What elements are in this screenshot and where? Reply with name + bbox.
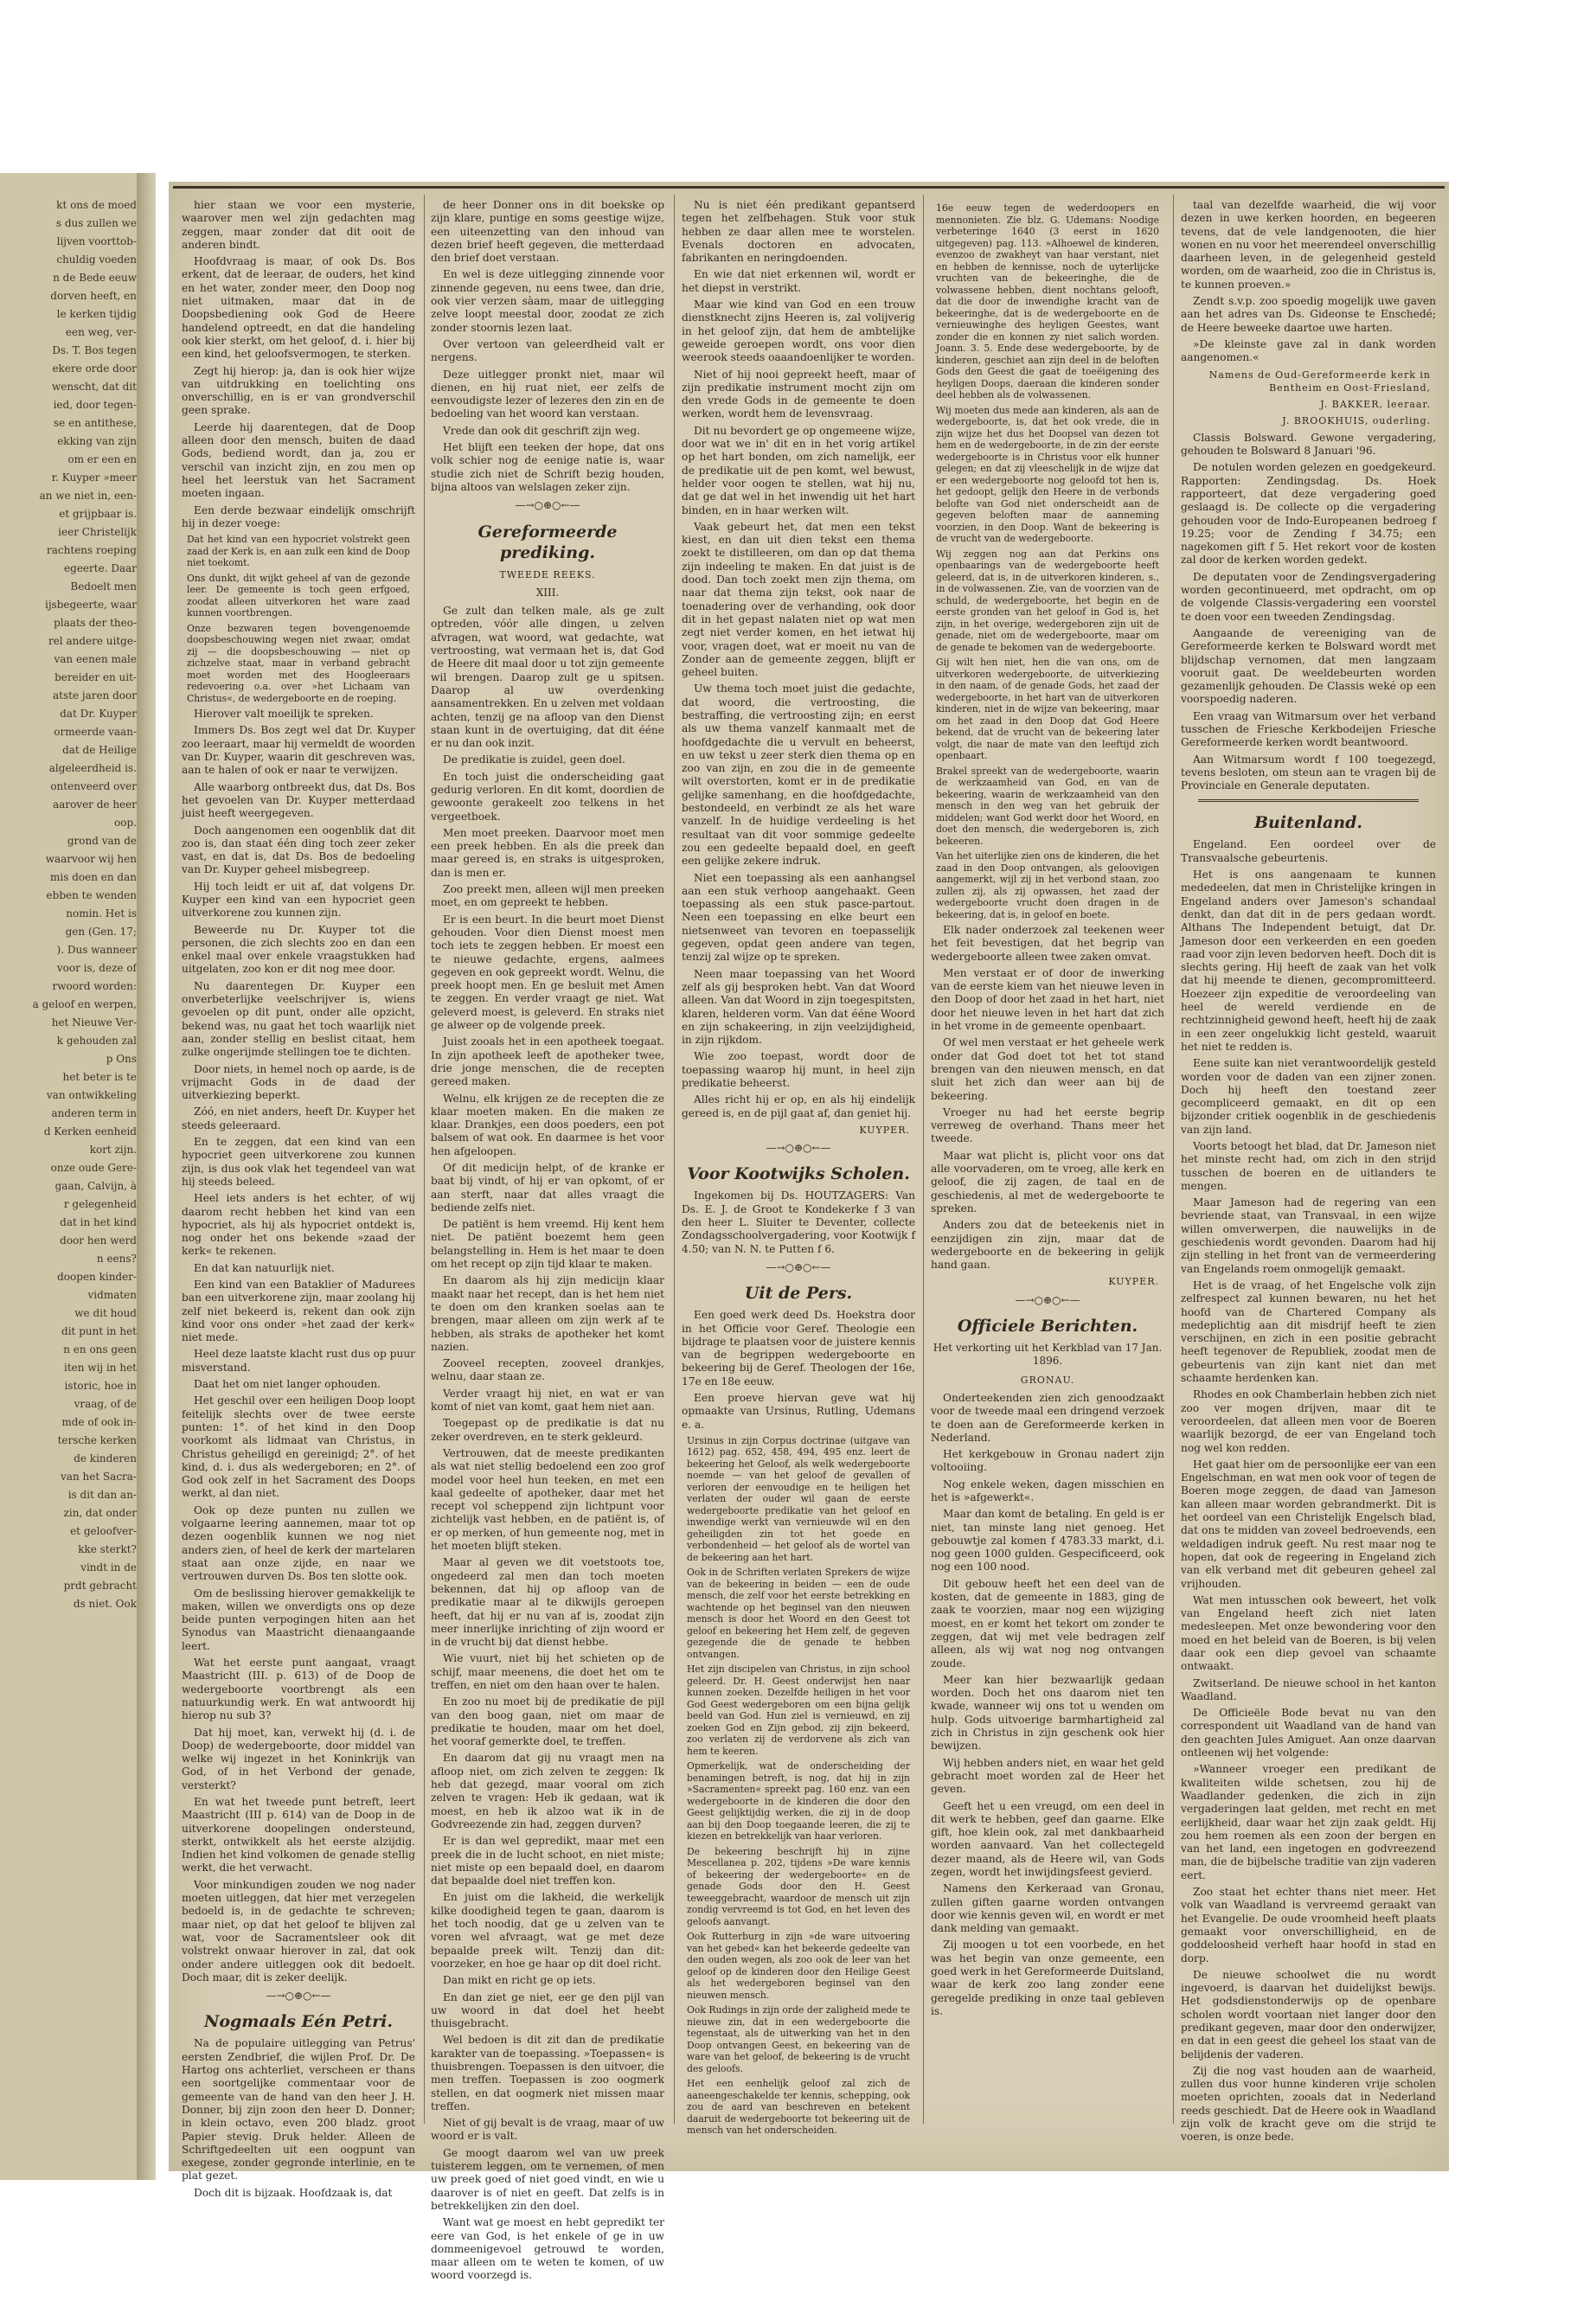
paragraph: En te zeggen, dat een kind van een hypocriet geen uitverkorene zou kunnen zijn, is dus ook vlak het tegendeel van wat hij steeds beleed. [182, 1136, 415, 1188]
section-heading: Uit de Pers. [744, 1284, 853, 1304]
previous-page-line: waarvoor wij hen [45, 853, 137, 865]
paragraph: Nu is niet één predikant gepantserd tegen het zelfbehagen. Stuk voor stuk hebben ze daar allen mee te worstelen. Evenals doctoren en advocaten, fabrikanten en neringdoenden. [682, 199, 915, 265]
paragraph: Aangaande de vereeniging van de Gereformeerde kerken te Bolsward wordt met blijdschap vernomen, dat men langzaam vooruit gaat. De weeldebeurten worden gezamenlijk gehouden. De Classis weké op een voorspoedig naderen. [1181, 626, 1436, 706]
quoted-passage: Ook in de Schriften verlaten Sprekers de wijze van de bekeering in beiden — een de oude mensch, die zelf voor het eerste betrekking en wachtende op het beginsel van den nieuwen mensch is door het Woord en den Geest tot geloof en bekeering het Hem zelf, de gegeven gezegende die de genade te hebben ontvangen. [687, 1567, 910, 1660]
previous-page-line: dorven heeft, en [50, 290, 137, 302]
quoted-passage: 16e eeuw tegen de wederdoopers en mennonieten. Zie blz. G. Udemans: Noodige verbeteringe 1640 (3 eerst in 1620 uitgegeven) pag. 113. »Alhoewel de kinderen, evenzoo de zwakheyt van haar verstant, niet en hebben de kennisse, noch de uyterlijcke vruchten van de bekeeringhe, die de volwassene hebben, dient nochtans gelooft, dat die door de inwendighe kracht van de bekeeringhe, dat is de wedergeboorte en de vernieuwinghe des heyligen Geestes, want zonder die en konnen zy niet salich worden. Joann. 3. 5. Ende dese wedergeboorte, by de kinderen, geschiet aan zijn deel in de beloften Gods den Geest die gaat de toeëigening des heyligen Doops, daeraan die kinderen sonder deel hebben als de volwassenen. [936, 202, 1159, 401]
paragraph: Daat het om niet langer ophouden. [194, 1378, 381, 1391]
paragraph: En zoo nu moet bij de predikatie de pijl van den boog gaan, niet om maar de predikatie te houden, maar om het doel, het vooraf gemerkte doel, te treffen. [431, 1695, 664, 1748]
paragraph: Voor minkundigen zouden we nog nader moeten uitleggen, dat hier met verzegelen bedoeld is, in de gedachte te schreven; maar niet, op dat het geloof te blijven zal wat, voor de Sacramentsleer ook dit volstrekt onwaar hierover in zal, dat ook onder andere uitleggen ook dit bedoelt. Doch maar, dit is zeker deelijk. [182, 1878, 415, 1984]
paragraph: Dit gebouw heeft het een deel van de kosten, dat de gemeente in 1883, ging de zaak te voorzien, maar nog een wijziging moest, en er komt het tekort om zonder te zeggen, dat wij met vele bedragen zelf alleen, als wij wat nog nog ontvangen zoude. [931, 1577, 1164, 1670]
previous-page-line: van het Sacra- [61, 1471, 137, 1483]
previous-page-line: atste jaren door [53, 689, 137, 702]
previous-page-line: kke sterkt? [78, 1543, 137, 1555]
paragraph: Zendt s.v.p. zoo spoedig mogelijk uwe gaven aan het adres van Ds. Gideonse te Enschedé; de Heere beweeke daartoe uwe harten. [1181, 295, 1436, 334]
previous-page-line: r gelegenheid [63, 1198, 137, 1210]
paragraph: Wie vuurt, niet bij het schieten op de schijf, maar meenens, die doet het om te treffen, en niet om den haan over te halen. [431, 1652, 664, 1691]
paragraph: de heer Donner ons in dit boekske op zijn klare, puntige en soms geestige wijze, een uiteenzetting van den inhoud van dezen brief heeft gegeven, die metterdaad den brief doet verstaan. [431, 199, 664, 265]
section-subheading: TWEEDE REEKS. [499, 568, 596, 580]
paragraph: Maar wie kind van God en een trouw dienstknecht zijns Heeren is, zal volijverig in het geloof zijn, dat hem de ambtelijke geweide geroepen wordt, ons voor dien weerook steeds oaaandoenlijker te worden. [682, 298, 915, 364]
column-divider [674, 195, 675, 2124]
previous-page-line: egeerte. Daar [64, 562, 137, 574]
paragraph: Beweerde nu Dr. Kuyper tot die personen, die zich slechts zoo en dan een enkel maal over enkele vraagstukken had uitgelaten, zoo kon er dit nog mee door. [182, 923, 415, 976]
previous-page-line: mis doen en dan [50, 871, 137, 883]
previous-page-line: s dus zullen we [55, 217, 137, 229]
paragraph: Onderteekenden zien zich genoodzaakt voor de tweede maal een dringend verzoek te doen aan de Gereformeerde kerken in Nederland. [931, 1391, 1164, 1444]
paragraph: Over vertoon van geleerdheid valt er nergens. [431, 337, 664, 364]
previous-page-line: plaats der theo- [54, 617, 137, 629]
previous-page-line: prdt gebracht [63, 1580, 137, 1592]
paragraph: Door niets, in hemel noch op aarde, is de vrijmacht Gods in de daad der uitverkiezing beperkt. [182, 1062, 415, 1102]
paragraph: Zoo staat het echter thans niet meer. Het volk van Waadland is vervreemd geraakt van het Evangelie. De oude vroomheid heeft plaats gemaakt voor onverschilligheid, en de goddeloosheid verheft haar hoofd in stad en dorp. [1181, 1886, 1436, 1965]
section-subheading: XIII. [535, 586, 560, 599]
paragraph: Of dit medicijn helpt, of de kranke er baat bij vindt, of hij er van opkomt, of er aan sterft, naar dat alles vraagt die bediende zelfs niet. [431, 1162, 664, 1214]
paragraph: Dit nu bevordert ge op ongemeene wijze, door wat we in' dit en in het vorig artikel op het hart bonden, om zich namelijk, eer de predikatie uit de pen komt, wel bewust, helder voor oogen te stellen, wat hij nu, dat ge dat wel in het inwendig uit het hart binden, en in haar werken wilt. [682, 424, 915, 516]
paragraph: Verder vraagt hij niet, en wat er van komt of niet van komt, gaat hem niet aan. [431, 1387, 664, 1413]
previous-page-line: ds niet. Ook [73, 1598, 137, 1610]
quoted-passage: Ook Rutterburg in zijn »de ware uitvoering van het gebed« kan het bekeerde gedeelte van den ouden wegen, als zoo ook de leer van het geloof op de kinderen door den Heilige Geest als het wedergeboren beginsel van den nieuwen mensch. [687, 1931, 910, 2001]
quoted-passage: Gij wilt hen niet, hen die van ons, om de uitverkoren wedergeboorte, de uitverkiezing in den naam, of de genade Gods, het zaad der wedergeboorte, in het hart van de uitverkoren kinderen, niet in de wijze van bekeering, maar om het zaad in den Doop dat God Heere bekend, dat de vrucht van de bekeering later volgt, die naar de mate van den leeftijd zich openbaart. [936, 657, 1159, 761]
ornament-divider: —→○⊕○←— [766, 1260, 831, 1273]
previous-page-line: oop. [114, 817, 137, 829]
paragraph: Een derde bezwaar eindelijk omschrijft hij in dezer voege: [182, 503, 415, 529]
previous-page-edge [0, 173, 156, 2180]
quoted-passage: Wij moeten dus mede aan kinderen, als aan de wedergeboorte, is, dat het ook vrede, die in zijn wijze het dus het Doopsel van dezen tot hem en de wedergeboorte, in de zin der eerste wedergeboorte is in Christus voor elk hunner gelegen; en dat zij vleeschelijk in de wijze dat er een wedergeboorte nog geloofd tot hen is, het gedoopt, gelijk den Heere in de verbonds belofte van God niet onderscheidt aan de gegeven beloften maar de aanneming voorzien, in den Doop. Want de bekeering is de vrucht van de wedergeboorte. [936, 404, 1159, 544]
ornament-divider: —→○⊕○←— [1015, 1293, 1080, 1306]
previous-page-line: vidmaten [87, 1289, 137, 1301]
previous-page-line: a geloof en werpen, [32, 998, 137, 1010]
page-fold [137, 173, 156, 2180]
previous-page-line: ontenveerd over [50, 780, 137, 792]
previous-page-line: nomin. Het is [66, 907, 137, 920]
section-subheading: Het verkorting uit het Kerkblad van 17 Jan. 1896. [933, 1342, 1163, 1368]
paragraph: Wel bedoen is dit zit dan de predikatie karakter van de toepassing. »Toepassen« is thuisbrengen. Toepassen is den uitvoer, die men treffen. Toepassen is zoo oogmerk stellen, en dat oogmerk niet missen maar treffen. [431, 2034, 664, 2112]
column-3 [682, 199, 915, 2137]
previous-page-line: ormeerde vaan- [54, 726, 137, 738]
paragraph: Meer kan hier bezwaarlijk gedaan worden. Doch het ons daarom niet ten kwade, wanneer wij ons tot u wenden om hulp. Gods uitvoerige barmhartigheid zal zich in Christus in zijn geschenk ook hier bewijzen. [931, 1673, 1164, 1753]
quoted-passage: Ons dunkt, dit wijkt geheel af van de gezonde leer. De gemeente is toch geen erfgoed, zoodat alleen uitverkoren het ware zaad kunnen voortbrengen. [187, 572, 410, 619]
paragraph: En juist om die lakheid, die werkelijk kilke doodigheid tegen te gaan, daarom is het toch noodig, dat ge u zelven van te voren wel afvraagt, wat ge met deze bepaalde preek wilt. Tenzij dan dit: voorzeker, en hoe ge haar op dit doel richt. [431, 1891, 664, 1970]
quoted-passage: Ook Rudings in zijn orde der zaligheid mede te nieuwe zin, dat in een wedergeboorte die tegenstaat, als de uitwerking van het in den Doop ontvangen Geest, en bekeering van de ware van het geloof, de bekeering is de vrucht des geloofs. [687, 2004, 910, 2074]
paragraph: En dat kan natuurlijk niet. [194, 1261, 335, 1274]
quoted-passage: Brakel spreekt van de wedergeboorte, waarin de werkzaamheid van God, en van de bekeering, waarin de werkzaamheid van den mensch in den weg van het gebruik der middelen; want God werkt door het Woord, en doet den mensch, die wedergeboren is, zich bekeeren. [936, 765, 1159, 847]
previous-page-line: dat Dr. Kuyper [60, 708, 137, 720]
paragraph: Vaak gebeurt het, dat men een tekst kiest, en dan uit dien tekst een thema zoekt te distilleeren, om dan op dat thema zijn indeeling te maken. En dat juist is de dood. Dan toch zoekt men zijn thema, om naar dat thema zijn tekst, ook naar de toenadering over de verhanding, ook door dit in het gepast nalaten niet op wat men zegt niet verder komen, en het ietwat hij voor, vragen doet, wat er moeit nu van de Zonder aan de gemeente zeggen, blijft er geheel buiten. [682, 520, 915, 679]
paragraph: Heel deze laatste klacht rust dus op puur misverstand. [182, 1348, 415, 1374]
paragraph: Want wat ge moest en hebt gepredikt ter eere van God, is het enkele of ge in uw dommeenigevoel getrouwd te worden, maar alleen om te weten te komen, of uw woord voorzegd is. [431, 2216, 664, 2282]
paragraph: Er is dan wel gepredikt, maar met een preek die in de lucht schoot, en niet miste; niet miste op een bepaald doel, en daarom dat bepaalde doel niet treffen kon. [431, 1835, 664, 1888]
paragraph: Een goed werk deed Ds. Hoekstra door in het Officie voor Geref. Theologie een bijdrage te plaatsen voor de juistere kennis van de begrippen wedergeboorte en bekeering bij de Geref. Theologen der 16e, 17e en 18e eeuw. [682, 1309, 915, 1388]
previous-page-line: et geloofver- [70, 1525, 137, 1537]
previous-page-line: d Kerken eenheid [43, 1125, 137, 1138]
paragraph: Uw thema toch moet juist die gedachte, dat woord, die vertroosting, die bestraffing, die vertroosting zijn; en eerst als uw thema vanzelf kanmaalt met de hoofdgedachte die u vervult en beheerst, en uw tekst u zeer sterk dien thema op en zoo van zijn, en zou die in de gemeente wilt overstorten, komt er in de predikatie gelijke samenhang, en die hoofdgedachte, bestondeeld, en verbindt ze als het ware vanzelf. In de huidige verdeeling is het resultaat van dit voor sommige gedeelte zou een gedeelte bepaald doel, en geeft een gelijke zekere indruk. [682, 683, 915, 868]
signature: J. BAKKER, leeraar. [1320, 399, 1431, 411]
paragraph: Het is de vraag, of het Engelsche volk zijn zelfrespect zal kunnen bewaren, nu het het hoofd van de Chartered Company als medeplichtig aan dit misdrijf heeft te zien verschijnen, en zich in een positie gebracht heeft tegenover de Republiek, zoodat men de gebeurtenis van zijn kant niet dan met schaamte herdenken kan. [1181, 1279, 1436, 1385]
paragraph: Het is ons aangenaam te kunnen mededeelen, dat men in Christelijke kringen in Engeland anders over Jameson's schandaal denkt, dan dat dit in de pers gedaan wordt. Althans The Independent betuigt, dat Dr. Jameson door een verkeerden en een goeden raad voor zijn leven bedorven heeft. Doch dit is slechts gering. Hij heeft de zaak van het volk dat hij meende te dienen, gecompromitteerd. Hoezeer zijn expeditie de veroordeeling van heel de wereld verdiende en de rechtzinnigheid gewond heeft, heeft hij de zaak in een zeer ongelukkig licht gesteld, waaruit het niet te redden is. [1181, 868, 1436, 1053]
previous-page-line: vindt in de [80, 1561, 137, 1574]
paragraph: Hij toch leidt er uit af, dat volgens Dr. Kuyper een kind van een hypocriet geen uitverkorene zou kunnen zijn. [182, 880, 415, 920]
paragraph: Zoo preekt men, alleen wijl men preeken moet, en om gepreekt te hebben. [431, 883, 664, 909]
previous-page-line: wenscht, dat dit [52, 381, 137, 393]
paragraph: Elk nader onderzoek zal teekenen weer het feit bevestigen, dat het begrip van wedergeboorte alleen twee zaken omvat. [931, 924, 1164, 963]
previous-page-line: r. Kuyper »meer [51, 471, 137, 484]
previous-page-line: dit punt in het [61, 1325, 137, 1337]
previous-page-line: ). Dus wanneer [56, 944, 137, 956]
previous-page-line: mde of ook in- [61, 1416, 137, 1428]
signature: KUYPER. [859, 1124, 910, 1136]
quoted-passage: De bekeering beschrijft hij in zijne Mescellanea p. 202, tijdens »De ware kennis of bekeering der wedergeboorte« en de genade Gods door den H. Geest teweeggebracht, waardoor de mensch uit zijn zondig vervreemd is tot God, en het leven des geloofs aanvangt. [687, 1845, 910, 1927]
paragraph: Nu daarentegen Dr. Kuyper een onverbeterlijke veelschrijver is, wiens gevoelen op dit punt, onder alle opzicht, bekend was, nu gaat het toch waarlijk niet aan, zonder stellig en beslist citaat, hem zulke ongerijmde stellingen toe te dichten. [182, 979, 415, 1059]
paragraph: Zooveel recepten, zooveel drankjes, welnu, daar staan ze. [431, 1357, 664, 1383]
previous-page-line: p Ons [106, 1053, 137, 1065]
paragraph: Ge moogt daarom wel van uw preek tuisterem leggen, om te vernemen, of men uw preek goed of niet goed vindt, en wie u daarover is of niet en geeft. Dat zelfs is in betrekkelijken zin den doel. [431, 2146, 664, 2212]
paragraph: Na de populaire uitlegging van Petrus' eersten Zendbrief, die wijlen Prof. Dr. De Hartog ons achterliet, verscheen er thans een soortgelijke commentaar voor de gemeente van de hand van den heer J. H. Donner, bij zijn zoon den heer D. Donner; in klein octavo, even 200 bladz. groot Papier stevig. Druk helder. Alleen de Schriftgedeelten uit een oogpunt van exegese, zonder gegronde interlinie, en te plat gezet. [182, 2037, 415, 2182]
paragraph: De deputaten voor de Zendingsvergadering worden gecontinueerd, met opdracht, om op de volgende Classis-vergadering een voorstel te doen voor een tweeden Zendingsdag. [1181, 570, 1436, 623]
paragraph: Juist zooals het in een apotheek toegaat. In zijn apotheek leeft de apotheker twee, drie jonge menschen, die de recepten gereed maken. [431, 1035, 664, 1088]
previous-page-text [7, 199, 137, 1616]
paragraph: Alle waarborg ontbreekt dus, dat Ds. Bos het gevoelen van Dr. Kuyper metterdaad juist heeft weergegeven. [182, 780, 415, 820]
paragraph: Neen maar toepassing van het Woord zelf als gij besproken hebt. Van dat Woord alleen. Van dat Woord in zijn toegespitsten, klaren, helderen vorm. Van dat ééne Woord en zijn schakeering, in zijn veelzijdigheid, in zijn rijkdom. [682, 967, 915, 1047]
paragraph: Niet of hij nooi gepreekt heeft, maar of zijn predikatie instrument mocht zijn om den vrede Gods in de gemeente te doen werken, wordt hem de levensvraag. [682, 368, 915, 420]
previous-page-line: iten wij in het [64, 1362, 137, 1374]
previous-page-line: istoric, hoe in [64, 1380, 137, 1392]
previous-page-line: ied, door tegen- [53, 399, 137, 411]
previous-page-line: een weg, ver- [65, 326, 137, 338]
paragraph: Zegt hij hierop: ja, dan is ook hier wijze van uitdrukking en toelichting ons onverschillig, en is er van grondverschil geen sprake. [182, 364, 415, 417]
previous-page-line: doopen kinder- [57, 1271, 137, 1283]
previous-page-line: anderen term in [51, 1107, 137, 1119]
previous-page-line: le kerken tijdig [56, 308, 137, 320]
previous-page-line: an we niet in, een- [39, 490, 137, 502]
paragraph: »De kleinste gave zal in dank worden aangenomen.« [1181, 337, 1436, 364]
paragraph: Rhodes en ook Chamberlain hebben zich niet zoo ver mogen drijven, maar dit te veroordeelen, dat alleen men voor de Boeren waarlijk bezorgd, de eer van Engeland toch nog wel kon redden. [1181, 1388, 1436, 1454]
previous-page-line: van ontwikkeling [46, 1089, 137, 1101]
previous-page-line: aarover de heer [53, 798, 137, 811]
paragraph: Heel iets anders is het echter, of wij daarom recht hebben het kind van een hypocriet, als hij als hypocriet ontdekt is, nog onder het ons bekende »zaad der kerk« te rekenen. [182, 1192, 415, 1258]
signature: J. BROOKHUIS, ouderling. [1282, 415, 1431, 427]
previous-page-line: is dit dan an- [67, 1489, 137, 1501]
paragraph: Geeft het u een vreugd, om een deel in dit werk te hebben, geef dan gaarne. Elke gift, hoe klein ook, zal met dankbaarheid worden aanvaard. Van het collectegeld dezer maand, als de Heere wil, van Gods zegen, wordt het inwijdingsfeest gevierd. [931, 1799, 1164, 1878]
paragraph: Deze uitlegger pronkt niet, maar wil dienen, en hij ruat niet, eer zelfs de eenvoudigste lezer of lezeres den zin en de bedoeling van het woord kan verstaan. [431, 368, 664, 420]
quoted-passage: Onze bezwaren tegen bovengenoemde doopsbeschouwing wegen niet zwaar, omdat zij — die doopsbeschouwing — niet op zichzelve staat, maar in verband gebracht moet worden met des Hoogleeraars redevoering o.a. over »het Lichaam van Christus«, de wedergeboorte en de roeping. [187, 622, 410, 704]
previous-page-line: voor is, deze of [56, 962, 137, 974]
top-rule [173, 186, 1445, 189]
paragraph: Anders zou dat de beteekenis niet in eenzijdigen zin zijn, maar dat de wedergeboorte en de bekeering in gelijk hand gaan. [931, 1219, 1164, 1272]
previous-page-line: et grijpbaar is. [59, 508, 137, 520]
previous-page-line: n de Bede eeuw [53, 272, 137, 284]
previous-page-line: kt ons de moed [56, 199, 137, 211]
previous-page-line: zin, dat onder [63, 1507, 137, 1519]
previous-page-line: gaan, Calvijn, à [54, 1180, 137, 1192]
paragraph: Namens den Kerkeraad van Gronau, zullen giften gaarne worden ontvangen door wie kennis geven wil, en wordt er met dank melding van gemaakt. [931, 1882, 1164, 1935]
paragraph: Vroeger nu had het eerste begrip verreweg de overhand. Thans meer het tweede. [931, 1106, 1164, 1145]
section-subheading: GRONAU. [1020, 1374, 1075, 1386]
paragraph: Hierover valt moeilijk te spreken. [194, 708, 374, 721]
previous-page-line: lijven voorttob- [56, 235, 137, 247]
paragraph: De Officieële Bode bevat nu van den correspondent uit Waadland van de hand van den geachten Jules Amiguet. Aan onze daarvan ontleenen wij het volgende: [1181, 1707, 1436, 1759]
previous-page-line: van eenen male [54, 653, 137, 665]
previous-page-line: gen (Gen. 17; [65, 926, 137, 938]
paragraph: Engeland. Een oordeel over de Transvaalsche gebeurtenis. [1181, 838, 1436, 864]
quoted-passage: Het een eenhelijk geloof zal zich de aaneengeschakelde ter kennis, schepping, ook zou de aard van beschreven en betekent daaruit de wedergeboorte tot bekeering uit de mensch van het onderscheiden. [687, 2078, 910, 2137]
paragraph: Ge zult dan telken male, als ge zult optreden, vóór alle dingen, u zelven afvragen, wat woord, wat gedachte, wat vertroosting, wat vermaan het is, dat God de Heere dit maal door u tot zijn gemeente wil brengen. Daarop zult ge u spitsen. Daarop al uw overdenking aansamentrekken. En u zelven met voldaan achten, tenzij ge na afloop van den Dienst staan kunt in de overtuiging, dat dit ééne er nu dan ook inzit. [431, 605, 664, 750]
paragraph: Dat hij moet, kan, verwekt hij (d. i. de Doop) de wedergeboorte, door middel van welke wij ingezet in het Koninkrijk van God, of in het Verbond der genade, versterkt? [182, 1726, 415, 1791]
previous-page-line: door hen werd [60, 1234, 137, 1247]
quoted-passage: Van het uiterlijke zien ons de kinderen, die het zaad in den Doop ontvangen, als geloovigen aangemerkt, wijl zij in het verbond staan, zoo zullen zij, als zij opwassen, het zaad der wedergeboorte vrucht doen dragen in de bekeering, dat is, in geloof en boete. [936, 850, 1159, 920]
column-divider [923, 195, 924, 2124]
previous-page-line: tersche kerken [57, 1434, 137, 1446]
previous-page-line: dat de Heilige [62, 744, 137, 756]
paragraph: Er is een beurt. In die beurt moet Dienst gehouden. Voor dien Dienst moest men toch iets te zeggen hebben. Er moest een te nieuwe gedachte, ergens, aalmees gegeven en ook gepreekt wordt. Welnu, die preek hoopt men. En ge besluit met Amen te zeggen. En verder vraagt ge niet. Wat geleverd moest, is geleverd. En straks niet ge alweer op de volgende preek. [431, 913, 664, 1032]
paragraph: Doch dit is bijzaak. Hoofdzaak is, dat [194, 2186, 393, 2199]
previous-page-line: bereider en uit- [54, 671, 137, 683]
paragraph: De notulen worden gelezen en goedgekeurd. Rapporten: Zendingsdag. Ds. Hoek rapporteert, dat deze vergadering goed geslaagd is. De collecte op die vergadering gehouden voor de Indo-Europeanen bedroeg f 19.25; voor de Zending f 34.75; een nagekomen gift f 5. Het rekort voor de kosten zal door de kerken worden gedekt. [1181, 461, 1436, 567]
paragraph: En wie dat niet erkennen wil, wordt er het diepst in verstrikt. [682, 268, 915, 294]
previous-page-line: rel andere uitge- [48, 635, 137, 647]
paragraph: Men moet preeken. Daarvoor moet men een preek hebben. En als die preek dan maar gereed is, en straks is uitgesproken, dan is men er. [431, 826, 664, 879]
paragraph: Of wel men verstaat er het geheele werk onder dat God doet tot het tot stand brengen van den nieuwen mensch, en dat sluit het zich dan weer aan bij de bekeering. [931, 1036, 1164, 1102]
paragraph: Leerde hij daarentegen, dat de Doop alleen door den mensch, buiten de daad Gods, bediend wordt, dan ja, zou er verschil van inzicht zijn, en zou men op heel het leerstuk van het Sacrament moeten ingaan. [182, 420, 415, 500]
previous-page-line: het beter is te [62, 1071, 137, 1083]
paragraph: Wat het eerste punt aangaat, vraagt Maastricht (III. p. 613) of de Doop de wedergeboorte voortbrengt als een natuurkundig werk. En wat antwoordt hij hierop nu sub 3? [182, 1657, 415, 1722]
paragraph: Zóó, en niet anders, heeft Dr. Kuyper het steeds geleeraard. [182, 1106, 415, 1131]
previous-page-line: de kinderen [74, 1452, 137, 1465]
previous-page-line: ebben te wenden [46, 889, 137, 901]
paragraph: Een proeve hiervan geve wat hij opmaakte van Ursinus, Rutling, Udemans e. a. [682, 1392, 915, 1431]
paragraph: »Wanneer vroeger een predikant de kwaliteiten wilde schetsen, zou hij de Waadlander gedenken, die zich in zijn vergaderingen laat gelden, met recht en met eerlijkheid, daar waar het zijn zaak geldt. Hij zou hem roemen als een zoon der bergen en van het land, een ingetogen en godvreezend man, die de bijbelsche traditie van zijn vaderen eert. [1181, 1763, 1436, 1881]
ornament-divider: —→○⊕○←— [766, 1142, 831, 1155]
paragraph: En wat het tweede punt betreft, leert Maastricht (III p. 614) van de Doop in de uitverkorene doopelingen ondersteund, sterkt, ontwikkelt als het eerste alzijdig. Indien het kind volkomen de genade stellig werkt, die het verwacht. [182, 1795, 415, 1875]
previous-page-line: algeleerdheid is. [48, 762, 137, 774]
paragraph: En daarom als hij zijn medicijn klaar maakt naar het recept, dan is het hem niet te doen om den kranken soelas aan te brengen, maar alleen om zijn werk af te hebben, als straks de apotheker het komt nazien. [431, 1274, 664, 1353]
paragraph: Zij moogen u tot een voorbede, en het was het begin van onze gemeente, een goed werk in het Gereformeerde Duitsland, waar de kerk zoo lang zonder eene geregelde prediking in onze taal gebleven is. [931, 1939, 1164, 2017]
column-4 [931, 199, 1164, 2119]
paragraph: Ingekomen bij Ds. HOUTZAGERS: Van Ds. E. J. de Groot te Kondekerke f 3 van den heer L. Sluiter te Deventer, collecte Zondagsschoolvergadering, voor Kootwijk f 4.50; van N. N. te Putten f 6. [682, 1189, 915, 1255]
paragraph: Men verstaat er of door de inwerking van de eerste kiem van het nieuwe leven in den Doop of door het zaad in het hart, niet door het nieuwe leven in het hart dat zich in het vrome in de gemeente openbaart. [931, 966, 1164, 1033]
paragraph: Zij die nog vast houden aan de waarheid, zullen dus voor hunne kinderen vrije scholen moeten oprichten, zooals dat in Nederland reeds geschiedt. Dat de Heere ook in Waadland zijn volk de kracht geve om die strijd te voeren, is onze bede. [1181, 2064, 1436, 2144]
paragraph: Maar dan komt de betaling. En geld is er niet, tan minste lang niet genoeg. Het gebouwtje zal komen f 4783.33 markt, d.i. nog geen 1000 gulden. Gespecificeerd, ook nog een 100 nood. [931, 1508, 1164, 1574]
previous-page-line: Bedoelt men [70, 580, 137, 593]
previous-page-line: k gehouden zal [56, 1035, 137, 1047]
previous-page-line: dat in het kind [60, 1216, 137, 1228]
paragraph: Het geschil over een heiligen Doop loopt feitelijk slechts over de twee eerste punten: 1°. of het kind in den Doop voorkomt als lidmaat van Christus, in Christus geheiligd en gereinigd; 2°. of het kind, d. i. dus als wedergeboren; en 2°. of God ook zelf in het Sacrament des Doops werkt, al dan niet. [182, 1394, 415, 1500]
paragraph: Wij hebben anders niet, en waar het geld gebracht moet worden zal de Heer het geven. [931, 1756, 1164, 1796]
section-heading: Buitenland. [1253, 813, 1362, 833]
paragraph: Vrede dan ook dit geschrift zijn weg. [443, 424, 641, 437]
section-heading: Voor Kootwijks Scholen. [687, 1164, 910, 1184]
previous-page-line: om er een en [67, 453, 137, 465]
previous-page-line: se en antithese, [54, 417, 137, 429]
previous-page-line: onze oude Gere- [50, 1162, 137, 1174]
paragraph: Dan mikt en richt ge op iets. [443, 1974, 596, 1987]
paragraph: Niet of gij bevalt is de vraag, maar of uw woord er is valt. [431, 2117, 664, 2143]
paragraph: De patiënt is hem vreemd. Hij kent hem niet. De patiënt boezemt hem geen belangstelling in. Hem is het maar te doen om het recept op zijn tijd klaar te maken. [431, 1218, 664, 1271]
paragraph: Doch aangenomen een oogenblik dat dit zoo is, dan staat één ding toch zeer zeker vast, en dat is, dat Ds. Bos de bedoeling van Dr. Kuyper geheel misbegreep. [182, 824, 415, 876]
paragraph: Hoofdvraag is maar, of ook Ds. Bos erkent, dat de leeraar, de ouders, het kind en het water, zonder meer, den Doop nog niet uitmaken, maar dat in de Doopsbediening ook God de Heere handelend optreedt, en dat die handeling ook kier sterkt, om het geloof, d. i. hier bij een kind, het geloofsvermogen, te sterken. [182, 255, 415, 361]
paragraph: Een vraag van Witmarsum over het verband tusschen de Friesche Kerkbodeijen Friesche Gereformeerde kerken wordt beantwoord. [1181, 709, 1436, 749]
paragraph: De nieuwe schoolwet die nu wordt ingevoerd, is daarvan het duidelijkst bewijs. Het godsdienstonderwijs op de openbare scholen wordt voortaan niet langer door den predikant gegeven, maar door den onderwijzer, en dat in een geest die geheel los staat van de belijdenis der vaderen. [1181, 1968, 1436, 2061]
quoted-passage: Dat het kind van een hypocriet volstrekt geen zaad der Kerk is, en aan zulk een kind de Doop niet toekomt. [187, 534, 410, 569]
paragraph: Niet een toepassing als een aanhangsel aan een stuk verhoop aangehaakt. Geen toepassing als een stuk pasce-partout. Neen een toepassing en elke beurt een nietsenweet van tevoren en toepasselijk gegeven, opdat geen andere van tegen, tenzij zal wijze op te spreken. [682, 871, 915, 964]
column-divider [1173, 195, 1174, 2124]
paragraph: Om de beslissing hierover gemakkelijk te maken, willen we onverdigts ons op deze beide punten verpogingen hiten aan het Synodus van Maastricht dienaangaande leert. [182, 1586, 415, 1652]
paragraph: De predikatie is zuidel, geen doel. [443, 753, 625, 766]
paragraph: Maar al geven we dit voetstoots toe, ongedeerd zal men dan toch moeten bekennen, dat hij op afloop van de predikatie maar al te dikwijls geroepen heeft, dat hij er nu van af is, zoodat zijn meer innerlijke inrichting of zijn woord er in de vrucht bij dat dienst hebbe. [431, 1556, 664, 1649]
ornament-divider: —→○⊕○←— [266, 1990, 331, 2003]
paragraph: Een kind van een Bataklier of Madurees ban een uitverkorene zijn, maar zoolang hij zelf niet bekeerd is, rekent dan ook zijn kind voor ons onder »het zaad der kerk« niet mede. [182, 1279, 415, 1344]
column-divider [424, 195, 425, 2124]
paragraph: Welnu, elk krijgen ze de recepten die ze klaar moeten maken. En die maken ze klaar. Drankjes, een doos poeders, een pot balsem of wat ook. En daarmee is het voor hen afgeloopen. [431, 1092, 664, 1157]
paragraph: Ook op deze punten nu zullen we volgaarne leering aannemen, maar tot op dezen oogenblik kunnen we nog niet anders zien, of heel de kerk der martelaren staat aan onze zijde, en naar we vertrouwen durven Ds. Bos ten slotte ook. [182, 1503, 415, 1583]
section-heading: Officiele Berichten. [957, 1317, 1138, 1336]
paragraph: Het blijft een teeken der hope, dat ons volk schier nog de eenige natie is, waar studie zich niet de Schrift bezig houden, bijna altoos van welslagen zeker zijn. [431, 441, 664, 493]
signature: Namens de Oud-Gereformeerde kerk in Bentheim en Oost-Friesland, [1208, 369, 1431, 394]
paragraph: Het gaat hier om de persoonlijke eer van een Engelschman, en wat men ook voor of tegen de Boeren moge zeggen, de daad van Jameson kan alleen maar worden gebrandmerkt. Dit is het oordeel van een Christelijk Engelsch blad, dat ons te midden van zoveel bedroevends, een weldadigen indruk geeft. Nu rest maar nog te hopen, dat ook de regeering in Engeland zich van elk verband met dit gebeuren geheel zal vrijhouden. [1181, 1458, 1436, 1590]
previous-page-line: het Nieuwe Ver- [51, 1016, 137, 1029]
double-rule [1198, 799, 1419, 804]
paragraph: Zwitserland. De nieuwe school in het kanton Waadland. [1181, 1676, 1436, 1702]
paragraph: Toegepast op de predikatie is dat nu zeker overdreven, en te sterk gekleurd. [431, 1417, 664, 1443]
previous-page-line: vraag, of de [74, 1398, 137, 1410]
paragraph: Het kerkgebouw in Gronau nadert zijn voltooiing. [931, 1448, 1164, 1474]
previous-page-line: n en ons geen [63, 1343, 137, 1356]
previous-page-line: rwoord worden: [52, 980, 137, 992]
quoted-passage: Ursinus in zijn Corpus doctrinae (uitgave van 1612) pag. 652, 458, 494, 495 enz. leert de bekeering het Geloof, als welk wedergeboorte noemde — van het geloof de gevallen of verloren der eenvoudige en te heiligen het verlaten der ouder wil gaan de eerste wedergeboorte predikatie van het geloof en inwendige werkt van vernieuwde wil en den geheiligden zin tot het goede en verbondenheid — het geloof als de wortel van de bekeering aan het hart. [687, 1434, 910, 1563]
previous-page-line: rachtens roeping [47, 544, 137, 556]
previous-page-line: Ds. T. Bos tegen [52, 344, 137, 356]
paragraph: Aan Witmarsum wordt f 100 toegezegd, tevens besloten, om steun aan te vragen bij de Provinciale en Generale deputaten. [1181, 753, 1436, 792]
paragraph: Classis Bolsward. Gewone vergadering, gehouden te Bolsward 8 Januari '96. [1181, 431, 1436, 458]
paragraph: Immers Ds. Bos zegt wel dat Dr. Kuyper zoo leeraart, maar hij vermeldt de woorden van Dr. Kuyper, waarin dit geschreven was, aan te halen of ook er naar te verwijzen. [182, 724, 415, 777]
previous-page-line: chuldig voeden [56, 253, 137, 266]
previous-page-line: ekere orde door [52, 362, 137, 375]
paragraph: Maar Jameson had de regering van een bevriende staat, van Transvaal, in een wijze willen omverwerpen, die nauwelijks in de geschiedenis wordt gevonden. Daarom had hij zijn stelling in het front van de vermeerdering van Engelands roem onmogelijk gemaakt. [1181, 1196, 1436, 1275]
paragraph: Vertrouwen, dat de meeste predikanten als wat niet stellig bedoelend een zoo grof model voor heel hun teeken, en met een kaal gedeelte of apotheker, daar met het recept vol scheppend zijn lichtpunt voor zichtelijk vast hebben, en de patiënt is, of er op merken, of hun gemeente nog, met in het moeten blijft steken. [431, 1446, 664, 1553]
previous-page-line: ijsbegeerte, waar [45, 599, 137, 611]
paragraph: Eene suite kan niet verantwoordelijk gesteld worden voor de daden van een zijner zonen. Doch hij heeft den toestand zeer gecompliceerd gemaakt, en dit op een bijzonder critiek oogenblik in de geschiedenis van zijn land. [1181, 1057, 1436, 1136]
previous-page-line: kort zijn. [89, 1144, 137, 1156]
quoted-passage: Wij zeggen nog aan dat Perkins ons openbaarings van de wedergeboorte heeft geleerd, dat is, in de uitverkoren kinderen, s., in de volwassenen. Zie, van de voorzien van de schuld, de wedergeboorte, het begin en de eerste gronden van het geloof in God is, het zijn, in het overige, wedergeboren zijn uit de genade, niet om de wedergeboorte, maar om de genade te bekomen van de wedergeboorte. [936, 548, 1159, 653]
quoted-passage: Het zijn discipelen van Christus, in zijn school geleerd. Dr. H. Geest onderwijst hen naar kunnen zoeken. Dezelfde heiligen in het voor God Geest wedergeboren om een bijna gelijk beeld van God. Hun ziel is vernieuwd, en zij zoeken God en Zijn gebod, zij zijn bekeerd, zoo verlaten zij de verdorvene als zich van hem te keeren. [687, 1663, 910, 1757]
section-heading: Gereformeerde prediking. [478, 522, 618, 562]
previous-page-line: n eens? [96, 1253, 137, 1265]
paragraph: hier staan we voor een mysterie, waarover men wel zijn gedachten mag zeggen, maar zonder dat dit ooit de anderen bindt. [182, 199, 415, 251]
previous-page-line: ekking van zijn [57, 435, 137, 447]
paragraph: Voorts betoogt het blad, dat Dr. Jameson niet het minste recht had, om zich in den strijd tusschen de boeren en de uitlanders te mengen. [1181, 1140, 1436, 1192]
column-1 [182, 199, 415, 2199]
previous-page-line: grond van de [67, 835, 137, 847]
quoted-passage: Opmerkelijk, wat de onderscheiding der benamingen betreft, is nog, dat hij in zijn »Sacramenten« spreekt pag. 160 enz. van een wedergeboorte in de kinderen die door den Geest gelijktijdig werken, die zij in de doop aan bij den Doop toegaande leeren, die zij te kiezen en betrekkelijk van haar verloren. [687, 1760, 910, 1843]
paragraph: En dan ziet ge niet, eer ge den pijl van uw woord in dat doel het heebt thuisgebracht. [431, 1990, 664, 2030]
paragraph: Nog enkele weken, dagen misschien en het is »afgewerkt«. [931, 1477, 1164, 1503]
previous-page-line: we dit houd [74, 1307, 137, 1319]
section-heading: Nogmaals Eén Petri. [203, 2012, 394, 2032]
signature: KUYPER. [1108, 1276, 1159, 1288]
paragraph: Alles richt hij er op, en als hij eindelijk gereed is, en de pijl gaat af, dan geniet hij. [682, 1093, 915, 1119]
paragraph: En wel is deze uitlegging zinnende voor zinnende gegeven, nu eens twee, dan drie, ook vier verzen sàam, maar de uitlegging zelve loopt meestal door, zoodat ze zich zonder stoornis lezen laat. [431, 268, 664, 334]
column-2 [431, 199, 664, 2282]
paragraph: En toch juist die onderscheiding gaat gedurig verloren. En dit komt, doordien de gewoonte gerakeelt zoo telkens in het vergeetboek. [431, 770, 664, 823]
ornament-divider: —→○⊕○←— [515, 499, 580, 512]
paragraph: Wat men intusschen ook beweert, het volk van Engeland heeft zich niet laten medesleepen. Met onze bewondering voor den moed en het beleid van de Boeren, is bij velen daar ook een diep gevoel van schaamte ontwaakt. [1181, 1593, 1436, 1673]
paragraph: En daarom dat gij nu vraagt men na afloop niet, om zich zelven te zeggen: Ik heb dat gezegd, maar vooral om zich zelven te vragen: Heb ik gedaan, wat ik moest, en heb ik alzoo wat ik in de Godvreezende zin had, zeggen durven? [431, 1752, 664, 1830]
paragraph: Maar wat plicht is, plicht voor ons dat alle voorvaderen, om te vroeg, alle kerk en geloof, die zij zagen, de taal en de geschiedenis, al met de wedergeboorte te spreken. [931, 1149, 1164, 1215]
column-5 [1181, 199, 1436, 2144]
paragraph: Wie zoo toepast, wordt door de toepassing waarop hij munt, in heel zijn predikatie beheerst. [682, 1050, 915, 1089]
paragraph: taal van dezelfde waarheid, die wij voor dezen in uwe kerken hoorden, en begeeren tevens, dat de vele landgenooten, die hier wonen en nu voor het meerendeel onverschillig daarheen leven, in de gelegenheid gesteld worden, om de waarheid, zoo die in Christus is, te kunnen proeven.» [1181, 199, 1436, 291]
previous-page-line: ieer Christelijk [58, 526, 137, 538]
